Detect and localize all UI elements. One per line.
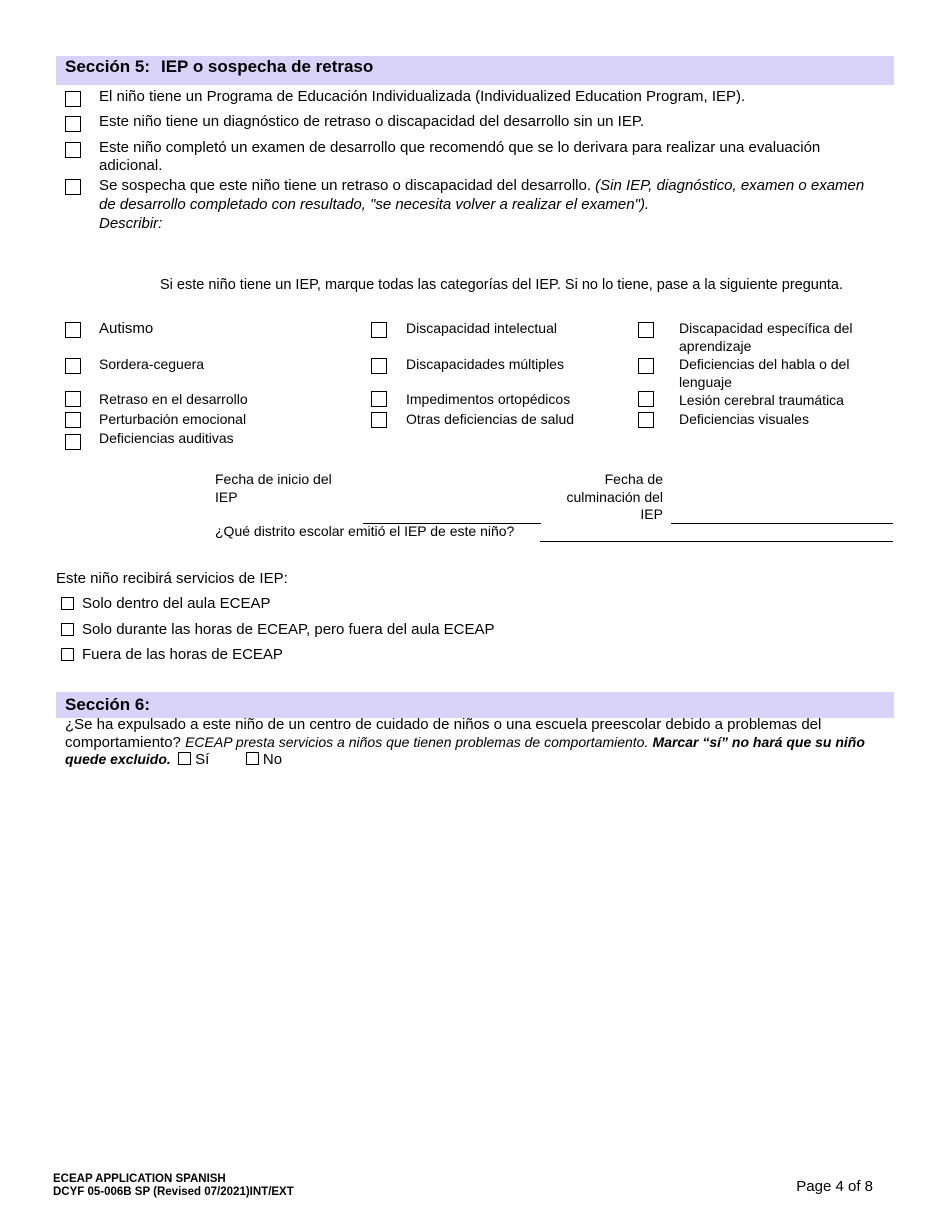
services-option-label: Fuera de las horas de ECEAP [82,646,283,663]
category-label: Impedimentos ortopédicos [406,391,571,407]
other-health-impairment-checkbox[interactable] [371,412,387,428]
multiple-disabilities-checkbox[interactable] [371,358,387,374]
category-label: Discapacidad intelectual [406,320,557,336]
suspected-delay-note: (Sin IEP, diagnóstico, examen o examen de desarrollo completado con resultado, "se necesita volver a realizar el examen"). [99,177,865,213]
suspected-delay-checkbox[interactable] [65,179,81,195]
school-district-field[interactable] [540,541,893,542]
describe-label: Describir: [99,215,163,232]
category-label: Lesión cerebral traumática [679,392,844,408]
iep-end-date-label: Fecha de culminación del IEP [566,471,663,522]
intellectual-disability-checkbox[interactable] [371,322,387,338]
category-label: Otras deficiencias de salud [406,411,575,427]
services-option-label: Solo dentro del aula ECEAP [82,595,271,612]
section-5-title: IEP o sospecha de retraso [161,57,374,76]
expulsion-note: ECEAP presta servicios a niños que tienen problemas de comportamiento. [185,733,649,750]
visual-impairment-checkbox[interactable] [638,412,654,428]
suspected-delay-item [99,176,879,233]
category-label: Perturbación emocional [99,411,247,427]
expulsion-question: ¿Se ha expulsado a este niño de un centro de cuidado de niños o una escuela preescolar debido a problemas del comportamiento? [65,716,822,751]
iep-categories-instruction: Si este niño tiene un IEP, marque todas las categorías del IEP. Si no lo tiene, pase a la siguiente pregunta. [160,277,844,293]
category-label: Discapacidades múltiples [406,356,564,372]
school-district-label: ¿Qué distrito escolar emitió el IEP de este niño? [215,523,515,539]
emotional-disturbance-checkbox[interactable] [65,412,81,428]
expulsion-note-bold: Marcar “sí” no hará que su niño quede excluido. [65,733,865,767]
section-6-header [56,692,894,718]
autism-checkbox[interactable] [65,322,81,338]
expelled-yes-checkbox[interactable] [178,752,191,765]
developmental-delay-checkbox[interactable] [65,391,81,407]
expelled-no-label: No [262,751,283,768]
diagnosis-checkbox[interactable] [65,116,81,132]
footer-form-code: DCYF 05-006B SP (Revised 07/2021)INT/EXT [53,1186,294,1198]
category-label: Deficiencias auditivas [99,430,234,446]
section-6-question-block [65,716,885,769]
iep-services-question: Este niño recibirá servicios de IEP: [56,570,288,587]
category-label: Autismo [99,320,154,337]
diagnosis-item-text: Este niño tiene un diagnóstico de retraso o discapacidad del desarrollo sin un IEP. [99,113,645,130]
category-label: Deficiencias visuales [679,411,809,427]
category-label: Discapacidad específica del aprendizaje [679,320,853,354]
category-label: Deficiencias del habla o del lenguaje [679,356,850,390]
deaf-blindness-checkbox[interactable] [65,358,81,374]
footer-form-name: ECEAP APPLICATION SPANISH [53,1173,226,1185]
traumatic-brain-injury-checkbox[interactable] [638,391,654,407]
expelled-no-checkbox[interactable] [246,752,259,765]
services-option-label: Solo durante las horas de ECEAP, pero fuera del aula ECEAP [82,621,495,638]
services-during-hours-checkbox[interactable] [61,623,74,636]
screening-checkbox[interactable] [65,142,81,158]
services-outside-hours-checkbox[interactable] [61,648,74,661]
orthopedic-impairment-checkbox[interactable] [371,391,387,407]
page-number: Page 4 of 8 [796,1178,873,1195]
expelled-yes-label: Sí [195,751,210,768]
iep-item-text: El niño tiene un Programa de Educación Individualizada (Individualized Education Program, IEP). [99,88,746,105]
suspected-delay-text: Se sospecha que este niño tiene un retraso o discapacidad del desarrollo. [99,177,591,194]
screening-item-text: Este niño completó un examen de desarrollo que recomendó que se lo derivara para realizar una evaluación adicional. [99,139,821,174]
iep-end-date-field[interactable] [671,523,893,524]
specific-learning-disability-checkbox[interactable] [638,322,654,338]
services-inside-classroom-checkbox[interactable] [61,597,74,610]
category-label: Retraso en el desarrollo [99,391,248,407]
hearing-impairment-checkbox[interactable] [65,434,81,450]
section-6-label: Sección 6: [65,695,151,714]
iep-start-date-label: Fecha de inicio del IEP [215,471,332,505]
speech-language-impairment-checkbox[interactable] [638,358,654,374]
iep-checkbox[interactable] [65,91,81,107]
category-label: Sordera-ceguera [99,356,205,372]
section-5-label: Sección 5: [65,57,151,76]
